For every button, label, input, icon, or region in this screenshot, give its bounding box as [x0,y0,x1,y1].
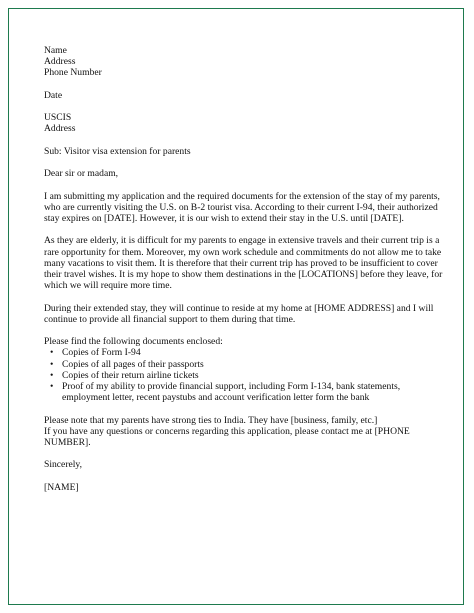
sender-block [44,45,439,79]
documents-intro: Please find the following documents enclosed: [44,336,223,348]
salutation: Dear sir or madam, [44,168,119,180]
paragraph-reason [44,235,443,292]
list-item [44,381,439,403]
paragraph-line: As they are elderly, it is difficult for my parents to engage in extensive travels and their current trip is a [44,235,440,247]
paragraph-line: many vacations to visit them. It is therefore that their current trip has proved to be insufficient to cover [44,257,438,269]
paragraph-line: Please note that my parents have strong ties to India. They have [business, family, etc.] [44,414,378,426]
sender-name: Name [44,45,67,56]
paragraph-line: I am submitting my application and the required documents for the extension of the stay of my parents, [44,190,440,202]
signature-name: [NAME] [44,481,79,493]
list-item-text: Copies of all pages of their passports [62,358,204,370]
paragraph-line: rare opportunity for them. Moreover, my own work schedule and commitments do not allow me to take [44,246,442,258]
paragraph-line: continue to provide all financial support to them during that time. [44,313,296,325]
spacer [44,224,439,235]
list-item-text: Copies of their return airline tickets [62,369,199,381]
bullet-icon: • [50,347,54,359]
letter-body [44,45,443,493]
list-item [44,347,439,358]
closing: Sincerely, [44,459,83,471]
sender-address: Address [44,56,76,68]
paragraph-application [44,191,439,225]
spacer [44,325,439,336]
spacer [44,448,439,459]
spacer [44,135,439,146]
recipient-block [44,112,439,134]
subject-line: Sub: Visitor visa extension for parents [44,145,191,157]
documents-list [44,347,439,403]
paragraph-line: During their extended stay, they will continue to reside at my home at [HOME ADDRESS] and I will [44,302,434,314]
paragraph-line: stay expires on [DATE]. However, it is our wish to extend their stay in the U.S. until [DATE]. [44,212,404,224]
letter-date: Date [44,89,63,101]
spacer [44,471,439,482]
spacer [44,403,439,414]
recipient-address: Address [44,123,76,135]
bullet-icon: • [50,369,54,381]
spacer [44,157,439,168]
recipient-org: USCIS [44,112,72,124]
paragraph-residence [44,303,439,325]
list-item-text: Copies of Form I-94 [62,347,141,359]
list-item [44,370,439,381]
list-item [44,359,439,370]
sender-phone: Phone Number [44,67,102,79]
list-item-text: employment letter, recent paystubs and account verification letter form the bank [62,392,370,404]
spacer [44,101,439,112]
list-item-text: Proof of my ability to provide financial support, including Form I-134, bank statements, [62,380,401,392]
paragraph-line: who are currently visiting the U.S. on B-2 tourist visa. According to their current I-94, their authorized [44,201,438,213]
paragraph-line: which we will require more time. [44,280,172,292]
paragraph-ties [44,415,439,449]
paragraph-line: NUMBER]. [44,436,91,448]
spacer [44,79,439,90]
paragraph-line: If you have any questions or concerns regarding this application, please contact me at [PHONE [44,425,410,437]
bullet-icon: • [50,358,54,370]
spacer [44,179,439,190]
bullet-icon: • [50,380,54,392]
spacer [44,291,439,302]
paragraph-line: their travel wishes. It is my hope to show them destinations in the [LOCATIONS] before they leave, for [44,268,443,280]
